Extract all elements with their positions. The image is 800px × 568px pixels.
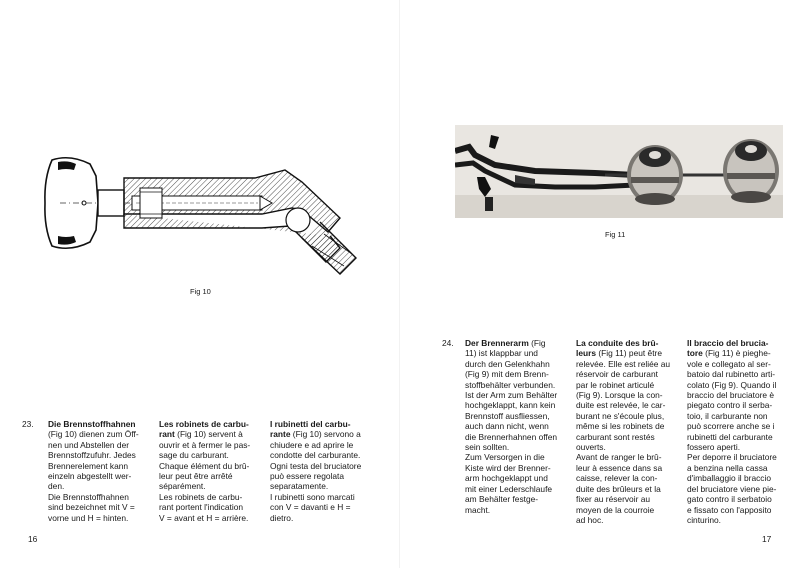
column-heading: La conduite des brû- leurs bbox=[576, 338, 659, 359]
column-body: (Fig 11) è pieghe- vole e collegato al ser- batoio dal rubinetto arti- colato (Fig 9). Quando il braccio del bruciatore è piegato contro il serba- toio, il carburante non può scorrere anche se i rubinetti del carburante fossero aperti. Per deporre il bruciatore a benzina nella cassa d'imballaggio il braccio del bruciatore viene pie- gato contro il serbatoio e fissato con l'apposito cinturino. bbox=[687, 348, 777, 525]
column-body: (Fig 10) servono a chiudere e ad aprire le condotte del carburante. Ogni testa del bruciatore può essere regolata separatamente. I rubinetti sono marcati con V = davanti e H = dietro. bbox=[270, 429, 362, 523]
valve-cross-section-illustration bbox=[40, 148, 370, 278]
column-heading: Les robinets de carbu- rant bbox=[159, 419, 249, 440]
column-heading: I rubinetti del carbu- rante bbox=[270, 419, 351, 440]
text-column-italian-burner-arm bbox=[687, 338, 777, 525]
text-column-italian-fuel-taps bbox=[270, 419, 361, 523]
column-body: (Fig 10) dienen zum Öff- nen und Abstellen der Brennstoffzufuhr. Jedes Brennerelement kann einzeln abgestellt wer- den. Die Brennstoffhahnen sind bezeichnet mit V = vorne und H = hinten. bbox=[48, 429, 139, 523]
column-body: (Fig 10) servent à ouvrir et à fermer le pas- sage du carburant. Chaque élément du brû- leur peut être arrêté séparément. Les robinets de carbu- rant portent l'indication V = avant et H = arrière. bbox=[159, 429, 251, 523]
column-body: (Fig 11) peut être relevée. Elle est reliée au réservoir de carburant par le robinet articulé (Fig 9). Lorsque la con- duite est relevée, le car- burant ne s'écoule plus, même si les robinets de carburant sont restés ouverts. Avant de ranger le brû- leur à essence dans sa caisse, relever la con- duite des brûleurs et la fixer au réservoir au moyen de la courroie ad hoc. bbox=[576, 348, 671, 525]
page-number-right: 17 bbox=[762, 534, 772, 544]
figure-11-caption: Fig 11 bbox=[605, 230, 626, 239]
section-number-23: 23. bbox=[22, 419, 34, 429]
page-number-left: 16 bbox=[28, 534, 38, 544]
figure-10-caption: Fig 10 bbox=[190, 287, 211, 296]
section-number-24: 24. bbox=[442, 338, 454, 348]
text-column-french-burner-arm bbox=[576, 338, 670, 525]
column-heading: Il braccio del brucia- tore bbox=[687, 338, 769, 359]
column-heading: Die Brennstoffhahnen bbox=[48, 419, 136, 429]
column-body: (Fig 11) ist klappbar und durch den Gelenkhahn (Fig 9) mit dem Brenn- stoffbehälter verbunden. Ist der Arm zum Behälter hochgeklappt, kann kein Brennstoff ausfliessen, auch dann nicht, wenn die Brennerhahnen offen sein sollten. Zum Versorgen in die Kiste wird der Brenner- arm hochgeklappt und mit einer Lederschlaufe am Behälter festge- macht. bbox=[465, 338, 558, 515]
text-column-german-fuel-taps bbox=[48, 419, 139, 523]
page-fold bbox=[399, 0, 400, 568]
figure-10-valve-drawing bbox=[40, 148, 370, 278]
figure-11-burner-arm-photo bbox=[455, 125, 783, 218]
text-column-french-fuel-taps bbox=[159, 419, 250, 523]
column-heading: Der Brennerarm bbox=[465, 338, 529, 348]
burner-arm-photo-illustration bbox=[455, 125, 783, 218]
text-column-german-burner-arm bbox=[465, 338, 557, 515]
